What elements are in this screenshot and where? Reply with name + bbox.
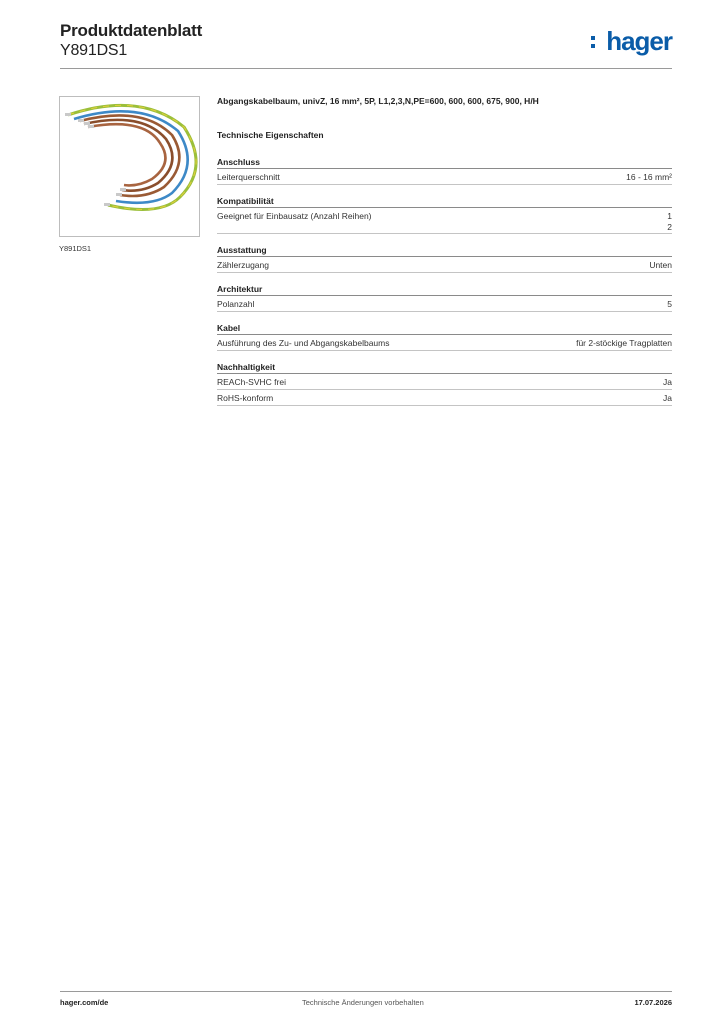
row-value-leiterquerschnitt: 16 - 16 mm² bbox=[626, 172, 672, 182]
footer-divider bbox=[60, 991, 672, 992]
section-divider bbox=[217, 295, 672, 296]
footer-date: 17.07.2026 bbox=[634, 998, 672, 1007]
section-title-nachhaltigkeit: Nachhaltigkeit bbox=[217, 362, 276, 372]
section-title-architektur: Architektur bbox=[217, 284, 263, 294]
row-value-polanzahl: 5 bbox=[667, 299, 672, 309]
row-value-reach: Ja bbox=[663, 377, 672, 387]
row-value-rohs: Ja bbox=[663, 393, 672, 403]
row-divider bbox=[217, 184, 672, 185]
product-image bbox=[59, 96, 200, 237]
hager-logo: hager bbox=[606, 26, 672, 56]
technical-heading: Technische Eigenschaften bbox=[217, 130, 324, 140]
row-divider bbox=[217, 233, 672, 234]
footer-website-link[interactable]: hager.com/de bbox=[60, 998, 109, 1007]
product-description: Abgangskabelbaum, univZ, 16 mm², 5P, L1,2,3,N,PE=600, 600, 600, 675, 900, H/H bbox=[217, 96, 539, 106]
section-title-ausstattung: Ausstattung bbox=[217, 245, 267, 255]
row-divider bbox=[217, 311, 672, 312]
page-title: Produktdatenblatt bbox=[60, 21, 203, 40]
section-title-anschluss: Anschluss bbox=[217, 157, 260, 167]
row-label-kabelbaum: Ausführung des Zu- und Abgangskabelbaums bbox=[217, 338, 390, 348]
section-title-kabel: Kabel bbox=[217, 323, 241, 333]
row-value-einbausatz-2: 2 bbox=[667, 222, 672, 232]
section-divider bbox=[217, 256, 672, 257]
row-divider bbox=[217, 350, 672, 351]
section-divider bbox=[217, 168, 672, 169]
hager-logo-dots bbox=[591, 33, 595, 50]
row-divider bbox=[217, 272, 672, 273]
section-title-kompatibilitaet: Kompatibilität bbox=[217, 196, 274, 206]
header-divider bbox=[60, 68, 672, 69]
image-caption: Y891DS1 bbox=[59, 244, 92, 253]
section-divider bbox=[217, 334, 672, 335]
product-code: Y891DS1 bbox=[60, 42, 128, 59]
row-label-einbausatz: Geeignet für Einbausatz (Anzahl Reihen) bbox=[217, 211, 372, 221]
footer-notice: Technische Änderungen vorbehalten bbox=[302, 998, 424, 1007]
row-label-reach: REACh-SVHC frei bbox=[217, 377, 286, 387]
row-value-zaehlerzugang: Unten bbox=[649, 260, 672, 270]
section-divider bbox=[217, 207, 672, 208]
page-header bbox=[60, 20, 672, 68]
row-value-einbausatz-1: 1 bbox=[667, 211, 672, 221]
row-label-zaehlerzugang: Zählerzugang bbox=[217, 260, 269, 270]
row-divider bbox=[217, 405, 672, 406]
row-label-rohs: RoHS-konform bbox=[217, 393, 274, 403]
row-label-polanzahl: Polanzahl bbox=[217, 299, 255, 309]
section-divider bbox=[217, 373, 672, 374]
row-value-kabelbaum: für 2-stöckige Tragplatten bbox=[576, 338, 672, 348]
row-label-leiterquerschnitt: Leiterquerschnitt bbox=[217, 172, 280, 182]
cable-harness-photo-icon bbox=[60, 97, 201, 238]
row-divider bbox=[217, 389, 672, 390]
